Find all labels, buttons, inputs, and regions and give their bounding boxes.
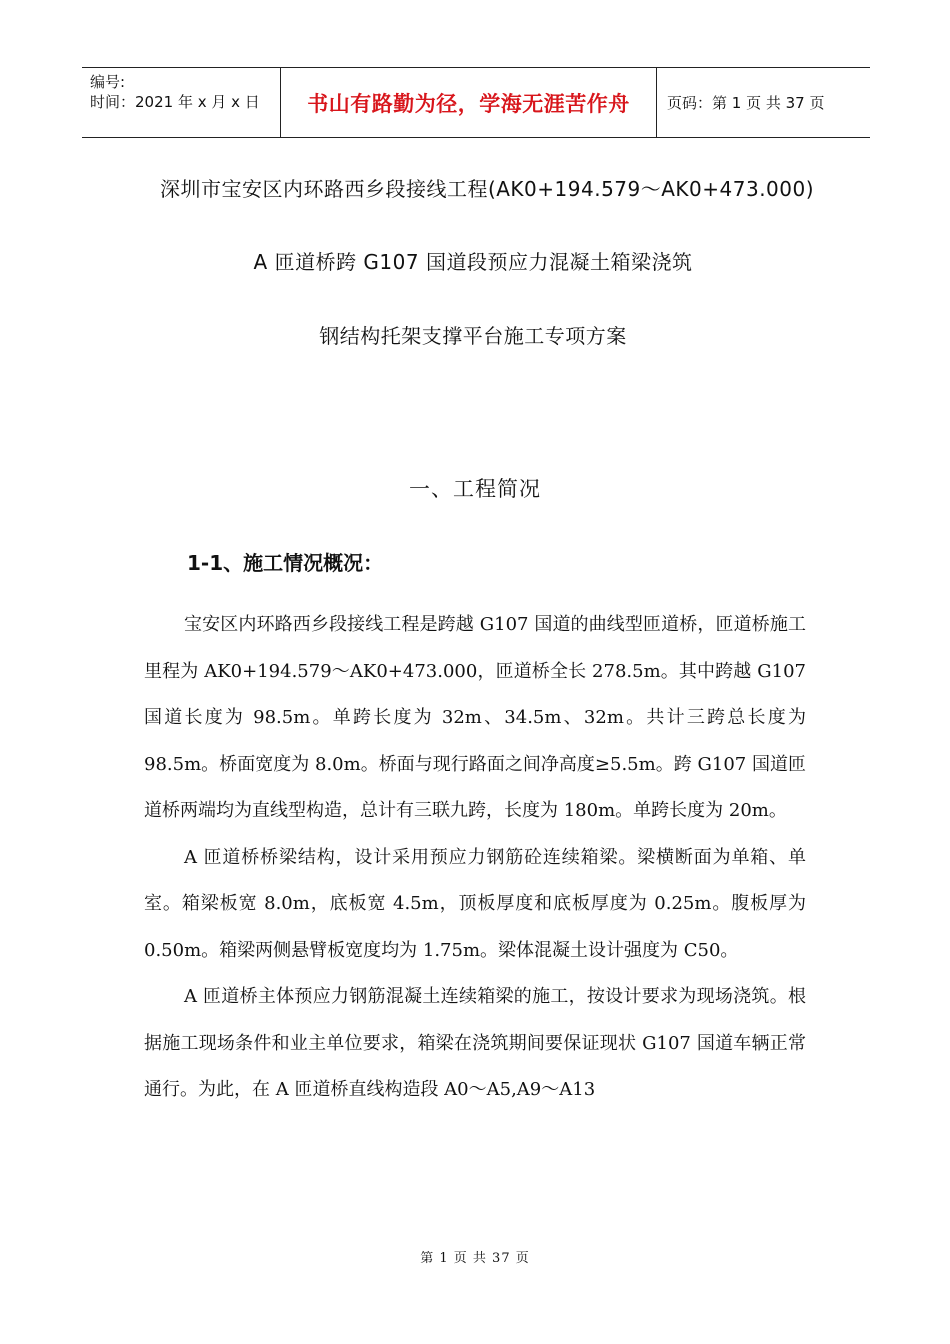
header-meta-cell: [82, 68, 281, 137]
body-text: [144, 602, 806, 1114]
paragraph: 宝安区内环路西乡段接线工程是跨越 G107 国道的曲线型匝道桥，匝道桥施工里程为 AK0+194.579～AK0+473.000，匝道桥全长 278.5m。其中跨越 G107 国道长度为 98.5m。单跨长度为 32m、34.5m、32m。共计三跨总长度为 98.5m。桥面宽度为 8.0m。桥面与现行路面之间净高度≥5.5m。跨 G107 国道匝道桥两端均为直线型构造，总计有三联九跨，长度为 180m。单跨长度为 20m。: [144, 614, 806, 821]
paragraph: A 匝道桥桥梁结构，设计采用预应力钢筋砼连续箱梁。梁横断面为单箱、单室。箱梁板宽 8.0m，底板宽 4.5m，顶板厚度和底板厚度为 0.25m。腹板厚为 0.50m。箱梁两侧悬臂板宽度均为 1.75m。梁体混凝土设计强度为 C50。: [144, 846, 806, 961]
document-date-label: 时间：2021 年 x 月 x 日: [90, 93, 260, 111]
header-page-info: 页码：第 1 页 共 37 页: [667, 94, 825, 112]
document-number-label: 编号:: [90, 73, 126, 91]
document-title-line-3: 钢结构托架支撑平台施工专项方案: [319, 324, 627, 348]
subsection-heading: 1-1、施工情况概况：: [187, 551, 384, 575]
page-header-table: [82, 67, 870, 138]
page-footer: 第 1 页 共 37 页: [420, 1251, 530, 1266]
section-heading: 一、工程简况: [409, 477, 541, 501]
document-title-line-2: A 匝道桥跨 G107 国道段预应力混凝土箱梁浇筑: [253, 250, 693, 274]
header-motto: 书山有路勤为径，学海无涯苦作舟: [281, 68, 657, 137]
paragraph: A 匝道桥主体预应力钢筋混凝土连续箱梁的施工，按设计要求为现场浇筑。根据施工现场条件和业主单位要求，箱梁在浇筑期间要保证现状 G107 国道车辆正常通行。为此，在 A 匝道桥直线构造段 A0～A5,A9～A13: [144, 986, 806, 1100]
document-title-line-1: 深圳市宝安区内环路西乡段接线工程(AK0+194.579～AK0+473.000): [159, 177, 815, 201]
